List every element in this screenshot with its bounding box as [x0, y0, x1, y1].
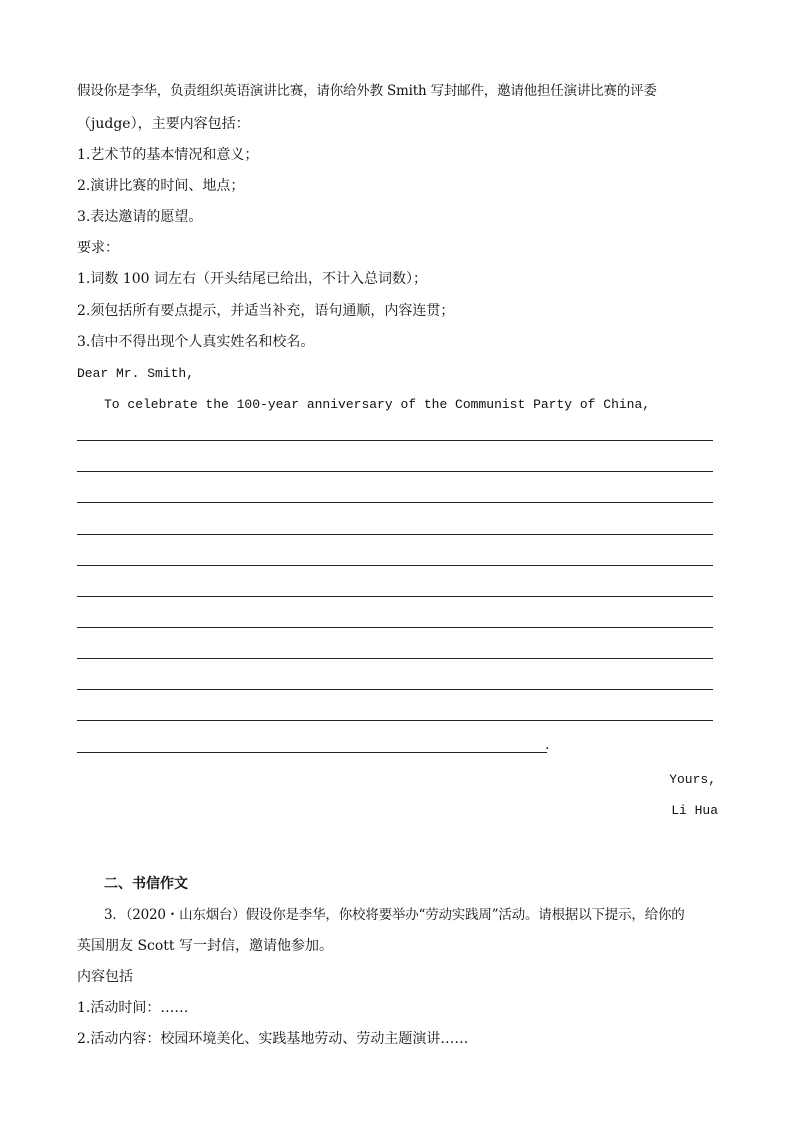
- writing-line: [77, 502, 713, 503]
- question-3-line1: 3．（2020・山东烟台）假设你是李华，你校将要举办“劳动实践周”活动。请根据以下提示，给你的: [104, 907, 685, 923]
- letter-salutation: Dear Mr. Smith,: [77, 366, 195, 381]
- point-2: 2.演讲比赛的时间、地点；: [77, 178, 245, 194]
- writing-line-last: [77, 752, 547, 753]
- requirement-2: 2.须包括所有要点提示，并适当补充，语句通顺，内容连贯；: [77, 303, 455, 319]
- section-heading: 二、书信作文: [104, 876, 188, 892]
- point-3: 3.表达邀请的愿望。: [77, 209, 203, 225]
- writing-line: [77, 596, 713, 597]
- writing-line: [77, 627, 713, 628]
- letter-closing: Yours,: [669, 772, 716, 787]
- writing-line: [77, 720, 713, 721]
- letter-signature: Li Hua: [671, 803, 718, 818]
- point-1: 1.艺术节的基本情况和意义；: [77, 147, 259, 163]
- writing-end-period: .: [545, 737, 550, 753]
- question-3-line2: 英国朋友 Scott 写一封信，邀请他参加。: [77, 938, 334, 954]
- content-item-2: 2.活动内容：校园环境美化、实践基地劳动、劳动主题演讲……: [77, 1031, 469, 1047]
- content-item-1: 1.活动时间：……: [77, 1000, 189, 1016]
- requirements-heading: 要求：: [77, 240, 119, 256]
- writing-line: [77, 658, 713, 659]
- requirement-1: 1.词数 100 词左右（开头结尾已给出，不计入总词数）；: [77, 271, 427, 287]
- writing-line: [77, 534, 713, 535]
- task1-prompt-line2: （judge），主要内容包括：: [77, 116, 250, 132]
- task1-prompt-line1: 假设你是李华，负责组织英语演讲比赛，请你给外教 Smith 写封邮件，邀请他担任演讲比赛的评委: [77, 83, 657, 99]
- writing-line: [77, 565, 713, 566]
- writing-line: [77, 440, 713, 441]
- letter-opening: To celebrate the 100-year anniversary of the Communist Party of China,: [104, 397, 651, 412]
- content-heading: 内容包括: [77, 969, 133, 985]
- requirement-3: 3.信中不得出现个人真实姓名和校名。: [77, 334, 315, 350]
- writing-line: [77, 471, 713, 472]
- writing-line: [77, 689, 713, 690]
